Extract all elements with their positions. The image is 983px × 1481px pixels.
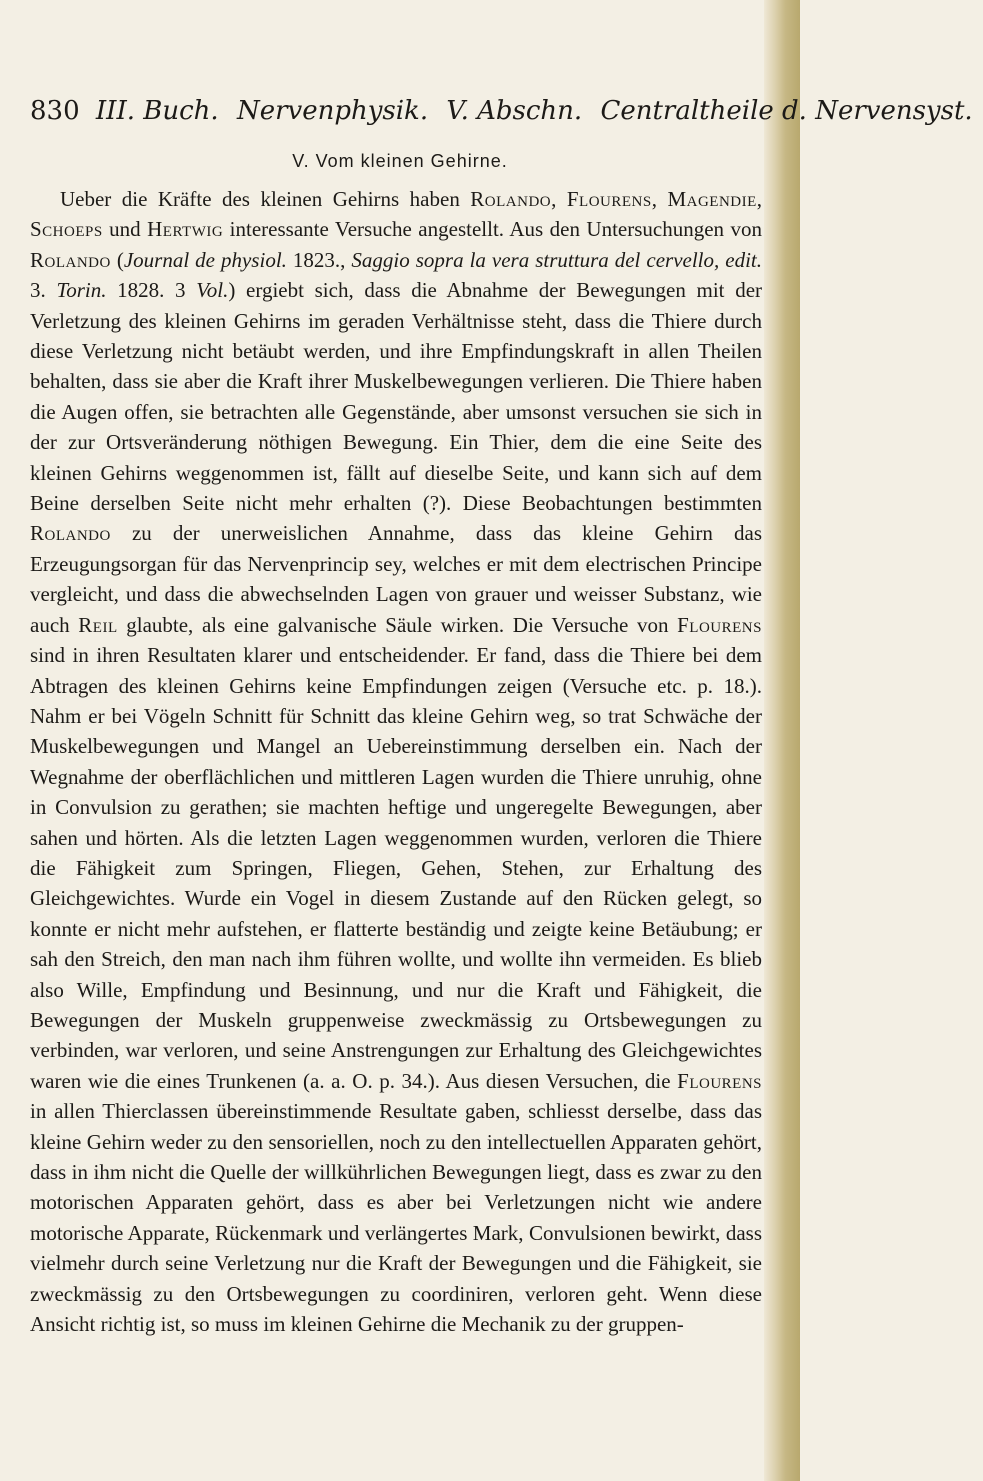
text-run: und — [102, 217, 148, 242]
text-run: in allen Thierclassen übereinstimmende Resultate gaben, schliesst derselbe, dass das kleine Gehirn weder zu den sensoriellen, noch zu den intellectuellen Apparaten gehört, dass in ihm nicht die Quelle der willkührlichen Bewegungen liegt, dass es zwar zu den motorischen Apparaten gehört, dass es aber bei Verletzungen nicht wie andere motorische Apparate, Rückenmark und verlängertes Mark, Convulsionen bewirkt, dass vielmehr durch seine Verletzung nur die Kraft der Bewegungen und die Fähigkeit, sie zweckmässig zu den Ortsbewegungen zu coordiniren, verloren geht. Wenn diese Ansicht richtig ist, so muss im kleinen Gehirne die Mechanik zu der gruppen- — [30, 1099, 762, 1337]
citation-text: Torin. — [56, 278, 107, 303]
author-name: Rolando — [470, 187, 552, 211]
author-name: Rolando — [30, 521, 111, 546]
author-name: Flourens — [677, 612, 762, 637]
page-number: 830 — [30, 96, 80, 126]
author-name: Rolando — [30, 247, 111, 272]
author-name: Magendie — [667, 187, 757, 211]
citation-text: Saggio sopra la vera struttura del cervello, edit. — [351, 247, 763, 272]
citation-text: Vol. — [196, 278, 229, 303]
text-run: 1823., — [286, 247, 352, 272]
running-head-section: V. Abschn. — [446, 96, 583, 126]
author-name: Flourens — [566, 187, 652, 211]
text-run: ( — [110, 247, 124, 272]
text-run: 1828. 3 — [106, 278, 197, 303]
text-run: , — [756, 187, 763, 211]
citation-text: Journal de physiol. — [123, 247, 287, 272]
author-name: Hertwig — [147, 217, 224, 242]
text-run: glaubte, als eine galvanische Säule wirken. Die Versuche von — [117, 612, 678, 637]
body-paragraph — [30, 184, 762, 1339]
book-page — [30, 0, 973, 1481]
running-head-chapter: Centraltheile d. Nervensyst. — [600, 96, 973, 126]
author-name: Schoeps — [30, 217, 103, 242]
running-head-book: III. Buch. — [95, 96, 219, 126]
text-run: Ueber die Kräfte des kleinen Gehirns haben — [60, 187, 471, 211]
text-run: 3. — [30, 278, 57, 303]
text-run: sind in ihren Resultaten klarer und entscheidender. Er fand, dass die Thiere bei dem Abtragen des kleinen Gehirns keine Empfindungen zeigen (Versuche etc. p. 18.). Nahm er bei Vögeln Schnitt für Schnitt das kleine Gehirn weg, so trat Schwäche der Muskelbewegungen und Mangel an Uebereinstimmung derselben ein. Nach der Wegnahme der oberflächlichen und mittleren Lagen wurden die Thiere unruhig, ohne in Convulsion zu gerathen; sie machten heftige und ungeregelte Bewegungen, aber sahen und hörten. Als die letzten Lagen weggenommen wurden, verloren die Thiere die Fähigkeit zum Springen, Fliegen, Gehen, Stehen, zur Erhaltung des Gleichgewichtes. Wurde ein Vogel in diesem Zustande auf den Rücken gelegt, so konnte er nicht mehr aufstehen, er flatterte beständig und zeigte keine Betäubung; er sah den Streich, den man nach ihm führen wollte, und wollte ihn vermeiden. Es blieb also Wille, Empfindung und Besinnung, und nur die Kraft und Fähigkeit, die Bewegungen der Muskeln gruppenweise zweckmässig zu Ortsbewegungen zu verbinden, war verloren, und seine Anstrengungen zur Erhaltung des Gleichgewichtes waren wie die eines Trunkenen (a. a. O. p. 34.). Aus diesen Versuchen, die — [30, 643, 762, 1093]
running-head — [30, 96, 973, 126]
author-name: Reil — [78, 612, 118, 637]
author-name: Flourens — [677, 1068, 762, 1093]
text-run: , — [651, 187, 668, 211]
text-run: zu der unerweislichen Annahme, dass das kleine Gehirn das Erzeugungsorgan für das Nervenprincip sey, welches er mit dem electrischen Principe vergleicht, und dass die abwechselnden Lagen von grauer und weisser Substanz, wie auch — [30, 521, 762, 637]
section-title: V. Vom kleinen Gehirne. — [292, 151, 508, 171]
text-run: ) ergiebt sich, dass die Abnahme der Bewegungen mit der Verletzung des kleinen Gehirns im geraden Verhältnisse steht, dass die Thiere durch diese Verletzung nicht betäubt werden, und ihre Empfindungskraft in allen Theilen behalten, dass sie aber die Kraft ihrer Muskelbewegungen verlieren. Die Thiere haben die Augen offen, sie betrachten alle Gegenstände, aber umsonst versuchen sie sich in der zur Ortsveränderung nöthigen Bewegung. Ein Thier, dem die eine Seite des kleinen Gehirns weggenommen ist, fällt auf dieselbe Seite, und kann sich auf dem Beine derselben Seite nicht mehr erhalten (?). Diese Beobachtungen bestimmten — [30, 278, 763, 516]
text-run: interessante Versuche angestellt. Aus den Untersuchungen von — [223, 217, 763, 242]
running-head-subject: Nervenphysik. — [236, 96, 429, 126]
text-run: , — [551, 187, 567, 211]
